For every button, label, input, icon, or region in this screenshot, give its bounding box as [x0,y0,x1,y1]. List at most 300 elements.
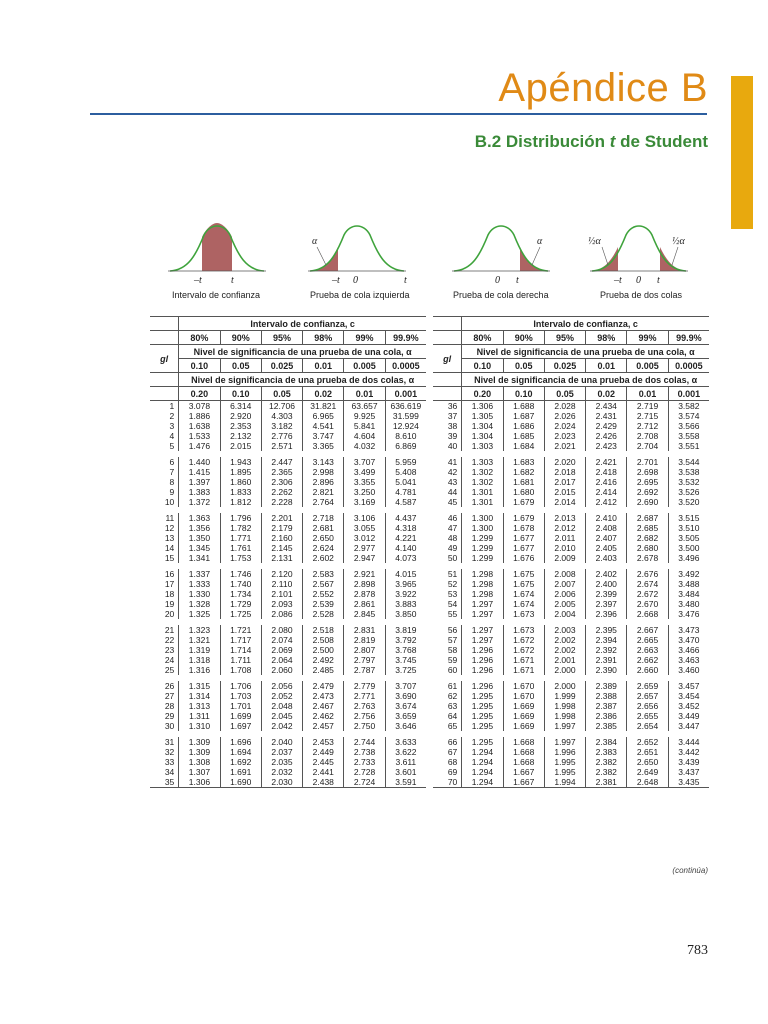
critical-value: 2.779 [344,681,385,691]
critical-value: 1.295 [462,737,503,747]
t-table-left-body [150,401,426,788]
critical-value: 2.659 [627,681,668,691]
critical-value: 3.488 [668,579,709,589]
critical-value: 1.301 [462,497,503,507]
gl-value: 32 [164,747,175,757]
critical-value: 2.408 [586,523,627,533]
critical-value: 2.771 [344,691,385,701]
critical-value: 3.466 [668,645,709,655]
critical-value: 1.761 [220,543,261,553]
critical-value: 2.060 [261,665,302,675]
critical-value: 2.389 [586,681,627,691]
table-row [433,645,709,655]
critical-value: 2.831 [344,625,385,635]
critical-value: 2.704 [627,441,668,451]
critical-value: 4.073 [385,553,426,563]
group-one-tail-right: Nivel de significancia de una prueba de una cola, α [462,345,709,359]
t-table-left [150,316,426,788]
critical-value: 2.006 [544,589,585,599]
one-tail-header: 0.025 [544,359,585,373]
gl-value: 54 [447,599,458,609]
critical-value: 3.470 [668,635,709,645]
critical-value: 1.296 [462,655,503,665]
curve-right-tail-caption: Prueba de cola derecha [453,290,549,300]
critical-value: 2.160 [261,533,302,543]
one-tail-header: 0.005 [344,359,385,373]
conf-header: 80% [179,331,220,345]
critical-value: 3.447 [668,721,709,731]
critical-value: 1.681 [503,477,544,487]
critical-value: 2.005 [544,599,585,609]
critical-value: 1.304 [462,421,503,431]
critical-value: 2.998 [303,467,344,477]
critical-value: 1.943 [220,457,261,467]
critical-value: 1.325 [179,609,220,619]
critical-value: 2.402 [586,569,627,579]
gl-value: 7 [169,467,175,477]
one-tail-header: 0.01 [303,359,344,373]
critical-value: 1.298 [462,589,503,599]
critical-value: 2.681 [303,523,344,533]
gl-value: 12 [164,523,175,533]
curve-right-tail-alpha: α [537,236,543,247]
critical-value: 2.473 [303,691,344,701]
table-row [150,701,426,711]
critical-value: 3.500 [668,543,709,553]
gl-value: 24 [164,655,175,665]
critical-value: 2.423 [586,441,627,451]
critical-value: 2.028 [544,401,585,412]
critical-value: 2.145 [261,543,302,553]
continues-note: (continúa) [672,866,708,875]
critical-value: 1.303 [462,457,503,467]
table-row [433,467,709,477]
conf-header: 98% [303,331,344,345]
critical-value: 2.407 [586,533,627,543]
gl-value: 10 [164,497,175,507]
critical-value: 1.295 [462,721,503,731]
gl-header-left [150,317,179,331]
curve-confidence-label-0: –t [194,275,202,286]
critical-value: 1.714 [220,645,261,655]
critical-value: 2.382 [586,757,627,767]
table-row [150,553,426,563]
one-tail-header: 0.01 [586,359,627,373]
critical-value: 2.045 [261,711,302,721]
gl-value: 58 [447,645,458,655]
critical-value: 1.299 [462,553,503,563]
critical-value: 3.659 [385,711,426,721]
gl-value: 20 [164,609,175,619]
critical-value: 1.294 [462,757,503,767]
page-title: Apéndice B [498,66,708,110]
table-row [150,401,426,412]
critical-value: 1.685 [503,431,544,441]
gl-header-right [433,317,462,331]
critical-value: 3.574 [668,411,709,421]
critical-value: 2.003 [544,625,585,635]
critical-value: 1.304 [462,431,503,441]
critical-value: 2.056 [261,681,302,691]
critical-value: 1.696 [220,737,261,747]
table-row [433,747,709,757]
critical-value: 1.833 [220,487,261,497]
critical-value: 3.437 [668,767,709,777]
table-row [433,609,709,619]
critical-value: 2.650 [627,757,668,767]
critical-value: 1.306 [179,777,220,788]
gl-value: 67 [447,747,458,757]
critical-value: 1.673 [503,625,544,635]
subtitle-suffix: de Student [615,132,708,151]
critical-value: 2.074 [261,635,302,645]
table-row [433,599,709,609]
gl-value: 44 [447,487,458,497]
table-row [433,625,709,635]
critical-value: 2.445 [303,757,344,767]
critical-value: 1.671 [503,655,544,665]
gl-value: 39 [447,431,458,441]
table-row [150,599,426,609]
gl-value: 41 [447,457,458,467]
critical-value: 1.295 [462,711,503,721]
critical-value: 3.707 [385,681,426,691]
critical-value: 1.672 [503,645,544,655]
critical-value: 1.299 [462,543,503,553]
table-row [433,757,709,767]
critical-value: 1.717 [220,635,261,645]
critical-value: 1.706 [220,681,261,691]
critical-value: 1.998 [544,711,585,721]
one-tail-header: 0.05 [220,359,261,373]
table-row [150,645,426,655]
critical-value: 2.306 [261,477,302,487]
curve-left-tail-label-1: 0 [353,275,358,286]
critical-value: 2.663 [627,645,668,655]
critical-value: 3.355 [344,477,385,487]
critical-value: 3.435 [668,777,709,788]
table-row [433,589,709,599]
critical-value: 2.602 [303,553,344,563]
t-table-right [433,316,709,788]
table-row [433,777,709,788]
curve-right-tail [452,226,550,300]
table-row [150,609,426,619]
critical-value: 8.610 [385,431,426,441]
critical-value: 2.654 [627,721,668,731]
critical-value: 1.996 [544,747,585,757]
table-row [433,533,709,543]
critical-value: 2.018 [544,467,585,477]
table-row [150,431,426,441]
table-row [150,411,426,421]
critical-value: 1.300 [462,513,503,523]
critical-value: 1.415 [179,467,220,477]
critical-value: 1.303 [462,441,503,451]
table-row [150,777,426,788]
critical-value: 3.520 [668,497,709,507]
critical-value: 2.660 [627,665,668,675]
critical-value: 1.350 [179,533,220,543]
gl-label-right: gl [433,345,462,373]
critical-value: 1.674 [503,599,544,609]
curve-left-tail-caption: Prueba de cola izquierda [310,290,410,300]
critical-value: 2.353 [220,421,261,431]
table-row [150,665,426,675]
critical-value: 2.485 [303,665,344,675]
gl-value: 3 [169,421,175,431]
critical-value: 2.845 [344,609,385,619]
critical-value: 2.002 [544,645,585,655]
critical-value: 1.895 [220,467,261,477]
critical-value: 3.633 [385,737,426,747]
critical-value: 2.434 [586,401,627,412]
critical-value: 1.300 [462,523,503,533]
critical-value: 1.296 [462,665,503,675]
gl-value: 42 [447,467,458,477]
chapter-tab-marker [731,76,753,229]
critical-value: 5.408 [385,467,426,477]
table-row [433,421,709,431]
critical-value: 1.533 [179,431,220,441]
one-tail-header: 0.10 [179,359,220,373]
curve-left-tail-line [310,226,404,271]
gl-value: 52 [447,579,458,589]
critical-value: 1.729 [220,599,261,609]
critical-value: 1.686 [503,421,544,431]
critical-value: 2.101 [261,589,302,599]
section-subtitle [475,132,708,152]
one-tail-header: 0.10 [462,359,503,373]
critical-value: 2.449 [303,747,344,757]
critical-value: 2.674 [627,579,668,589]
two-tail-header: 0.001 [385,387,426,401]
critical-value: 2.947 [344,553,385,563]
gl-value: 48 [447,533,458,543]
critical-value: 2.500 [303,645,344,655]
conf-header: 98% [586,331,627,345]
critical-value: 1.311 [179,711,220,721]
critical-value: 1.671 [503,665,544,675]
gl-value: 11 [165,513,175,523]
critical-value: 1.337 [179,569,220,579]
critical-value: 4.781 [385,487,426,497]
group-confidence-left: Intervalo de confianza, c [179,317,426,331]
gl-value: 15 [164,553,175,563]
critical-value: 2.386 [586,711,627,721]
critical-value: 2.539 [303,599,344,609]
group-two-tail-right: Nivel de significancia de una prueba de dos colas, α [462,373,709,387]
critical-value: 2.201 [261,513,302,523]
two-tail-header: 0.01 [344,387,385,401]
critical-value: 1.670 [503,691,544,701]
critical-value: 1.333 [179,579,220,589]
critical-value: 1.296 [462,645,503,655]
curve-left-tail-shade [312,247,338,271]
critical-value: 2.394 [586,635,627,645]
critical-value: 2.052 [261,691,302,701]
critical-value: 2.412 [586,497,627,507]
gl-value: 33 [164,757,175,767]
critical-value: 2.898 [344,579,385,589]
critical-value: 2.921 [344,569,385,579]
table-row [433,691,709,701]
critical-value: 12.706 [261,401,302,412]
gl-value: 64 [447,711,458,721]
table-row [150,625,426,635]
gl-value: 53 [447,589,458,599]
critical-value: 2.776 [261,431,302,441]
critical-value: 2.020 [544,457,585,467]
critical-value: 3.143 [303,457,344,467]
critical-value: 6.314 [220,401,261,412]
critical-value: 2.365 [261,467,302,477]
critical-value: 2.878 [344,589,385,599]
table-row [433,655,709,665]
critical-value: 1.688 [503,401,544,412]
critical-value: 2.384 [586,737,627,747]
critical-value: 2.712 [627,421,668,431]
critical-value: 2.657 [627,691,668,701]
critical-value: 1.315 [179,681,220,691]
gl-value: 40 [447,441,458,451]
critical-value: 1.680 [503,487,544,497]
critical-value: 1.746 [220,569,261,579]
gl-value: 36 [433,401,462,412]
gl-value: 31 [164,737,175,747]
critical-value: 1.301 [462,487,503,497]
critical-value: 3.538 [668,467,709,477]
critical-value: 3.505 [668,533,709,543]
critical-value: 1.675 [503,579,544,589]
gl-value: 4 [169,431,175,441]
critical-value: 2.733 [344,757,385,767]
table-row [433,441,709,451]
critical-value: 1.310 [179,721,220,731]
critical-value: 2.131 [261,553,302,563]
one-tail-header: 0.05 [503,359,544,373]
gl-value: 66 [447,737,458,747]
curve-two-tail [588,226,688,300]
critical-value: 2.007 [544,579,585,589]
critical-value: 2.738 [344,747,385,757]
critical-value: 2.042 [261,721,302,731]
conf-header: 99.9% [385,331,426,345]
critical-value: 2.396 [586,609,627,619]
critical-value: 2.680 [627,543,668,553]
gl-value: 51 [447,569,458,579]
critical-value: 2.668 [627,609,668,619]
curve-two-tail-label-0: –t [614,275,622,286]
critical-value: 1.708 [220,665,261,675]
critical-value: 3.496 [668,553,709,563]
distribution-curves [140,215,710,305]
critical-value: 1.677 [503,533,544,543]
critical-value: 2.023 [544,431,585,441]
gl-value: 43 [447,477,458,487]
critical-value: 1.782 [220,523,261,533]
critical-value: 1.321 [179,635,220,645]
critical-value: 3.510 [668,523,709,533]
critical-value: 3.012 [344,533,385,543]
critical-value: 2.405 [586,543,627,553]
curve-left-tail-label-0: –t [332,275,340,286]
curve-right-tail-label-0: 0 [495,275,500,286]
critical-value: 12.924 [385,421,426,431]
critical-value: 2.695 [627,477,668,487]
critical-value: 3.965 [385,579,426,589]
table-row [150,441,426,451]
critical-value: 1.703 [220,691,261,701]
curve-two-tail-alpha-left: ½α [588,236,601,247]
critical-value: 1.397 [179,477,220,487]
curve-left-tail [308,226,410,300]
critical-value: 2.382 [586,767,627,777]
critical-value: 2.009 [544,553,585,563]
critical-value: 3.819 [385,625,426,635]
conf-header: 90% [220,331,261,345]
critical-value: 1.294 [462,767,503,777]
critical-value: 2.665 [627,635,668,645]
critical-value: 2.648 [627,777,668,788]
critical-value: 1.796 [220,513,261,523]
critical-value: 2.655 [627,711,668,721]
critical-value: 2.650 [303,533,344,543]
table-row [433,431,709,441]
critical-value: 2.724 [344,777,385,788]
critical-value: 2.381 [586,777,627,788]
critical-value: 2.763 [344,701,385,711]
critical-value: 3.182 [261,421,302,431]
gl-value: 61 [447,681,458,691]
critical-value: 1.302 [462,477,503,487]
critical-value: 2.013 [544,513,585,523]
conf-header: 95% [261,331,302,345]
critical-value: 2.715 [627,411,668,421]
critical-value: 2.708 [627,431,668,441]
curve-two-tail-label-2: t [657,275,660,286]
critical-value: 1.669 [503,701,544,711]
critical-value: 1.673 [503,609,544,619]
table-row [433,553,709,563]
critical-value: 1.676 [503,553,544,563]
critical-value: 1.675 [503,569,544,579]
critical-value: 4.437 [385,513,426,523]
critical-value: 2.064 [261,655,302,665]
table-row [150,569,426,579]
gl-value: 57 [447,635,458,645]
critical-value: 1.345 [179,543,220,553]
critical-value: 3.544 [668,457,709,467]
table-row [150,635,426,645]
critical-value: 2.093 [261,599,302,609]
critical-value: 3.566 [668,421,709,431]
gl-value: 8 [169,477,175,487]
gl-value: 18 [164,589,175,599]
page-number: 783 [687,943,708,958]
critical-value: 1.318 [179,655,220,665]
title-rule [90,113,707,115]
critical-value: 3.850 [385,609,426,619]
critical-value: 1.753 [220,553,261,563]
critical-value: 2.001 [544,655,585,665]
critical-value: 5.041 [385,477,426,487]
critical-value: 1.669 [503,711,544,721]
table-row [433,411,709,421]
critical-value: 1.668 [503,737,544,747]
curve-two-tail-alpha-right: ½α [672,236,685,247]
critical-value: 3.078 [179,401,220,412]
